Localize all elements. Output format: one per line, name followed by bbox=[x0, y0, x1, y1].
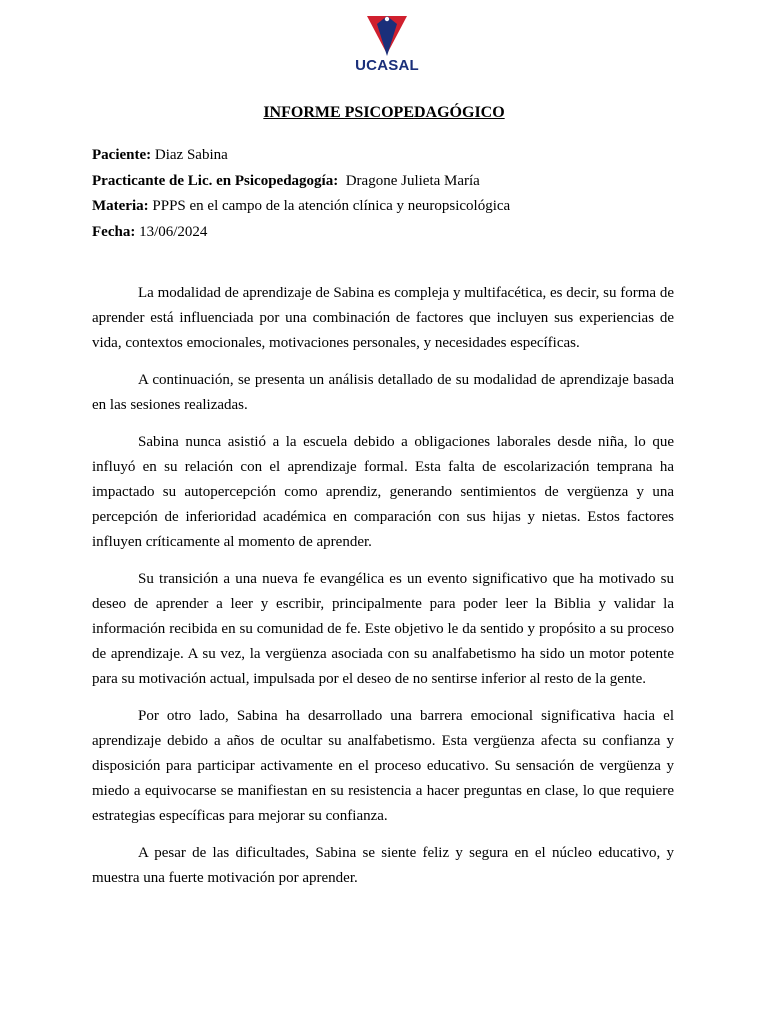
report-body bbox=[92, 281, 674, 903]
meta-subject bbox=[92, 195, 692, 221]
meta-value: Diaz Sabina bbox=[151, 147, 228, 163]
meta-patient bbox=[92, 144, 692, 170]
paragraph: Su transición a una nueva fe evangélica es un evento significativo que ha motivado su deseo de aprender a leer y escribir, principalmente para poder leer la Biblia y validar la información recibida en su comunidad de fe. Este objetivo le da sentido y propósito a su proceso de aprendizaje. A su vez, la vergüenza asociada con su analfabetismo ha sido un motor potente para su motivación actual, impulsada por el deseo de no sentirse inferior al resto de la gente. bbox=[92, 571, 674, 687]
logo-wordmark: UCASAL bbox=[355, 57, 419, 74]
ucasal-emblem-icon bbox=[365, 14, 409, 58]
paragraph: Por otro lado, Sabina ha desarrollado una barrera emocional significativa hacia el aprendizaje debido a años de ocultar su analfabetismo. Esta vergüenza afecta su confianza y disposición para participar activamente en el proceso educativo. Su sensación de vergüenza y miedo a equivocarse se manifiestan en su resistencia a hacer preguntas en clase, lo que requiere estrategias específicas para mejorar su confianza. bbox=[92, 708, 674, 824]
paragraph: La modalidad de aprendizaje de Sabina es compleja y multifacética, es decir, su forma de aprender está influenciada por una combinación de factores que incluyen sus experiencias de vida, contextos emocionales, motivaciones personales, y necesidades específicas. bbox=[92, 285, 674, 351]
paragraph: A continuación, se presenta un análisis detallado de su modalidad de aprendizaje basada en las sesiones realizadas. bbox=[92, 372, 674, 413]
meta-value: PPPS en el campo de la atención clínica y neuropsicológica bbox=[148, 198, 511, 214]
meta-value: Dragone Julieta María bbox=[338, 172, 480, 189]
meta-label: Practicante de Lic. en Psicopedagogía: bbox=[92, 172, 339, 189]
ucasal-logo bbox=[353, 14, 421, 76]
meta-label: Materia: bbox=[92, 198, 149, 214]
meta-value: 13/06/2024 bbox=[135, 223, 208, 240]
meta-label: Paciente: bbox=[92, 147, 152, 163]
report-metadata bbox=[92, 144, 692, 246]
paragraph: A pesar de las dificultades, Sabina se siente feliz y segura en el núcleo educativo, y muestra una fuerte motivación por aprender. bbox=[92, 845, 674, 886]
meta-practitioner bbox=[92, 170, 692, 196]
paragraph: Sabina nunca asistió a la escuela debido a obligaciones laborales desde niña, lo que influyó en su relación con el aprendizaje formal. Esta falta de escolarización temprana ha impactado su autopercepción como aprendiz, generando sentimientos de vergüenza y una percepción de inferioridad académica en comparación con sus hijas y nietas. Estos factores influyen críticamente al momento de aprender. bbox=[92, 434, 674, 550]
meta-label: Fecha: bbox=[92, 223, 136, 240]
document-title: INFORME PSICOPEDAGÓGICO bbox=[263, 104, 505, 121]
meta-date bbox=[92, 221, 692, 247]
